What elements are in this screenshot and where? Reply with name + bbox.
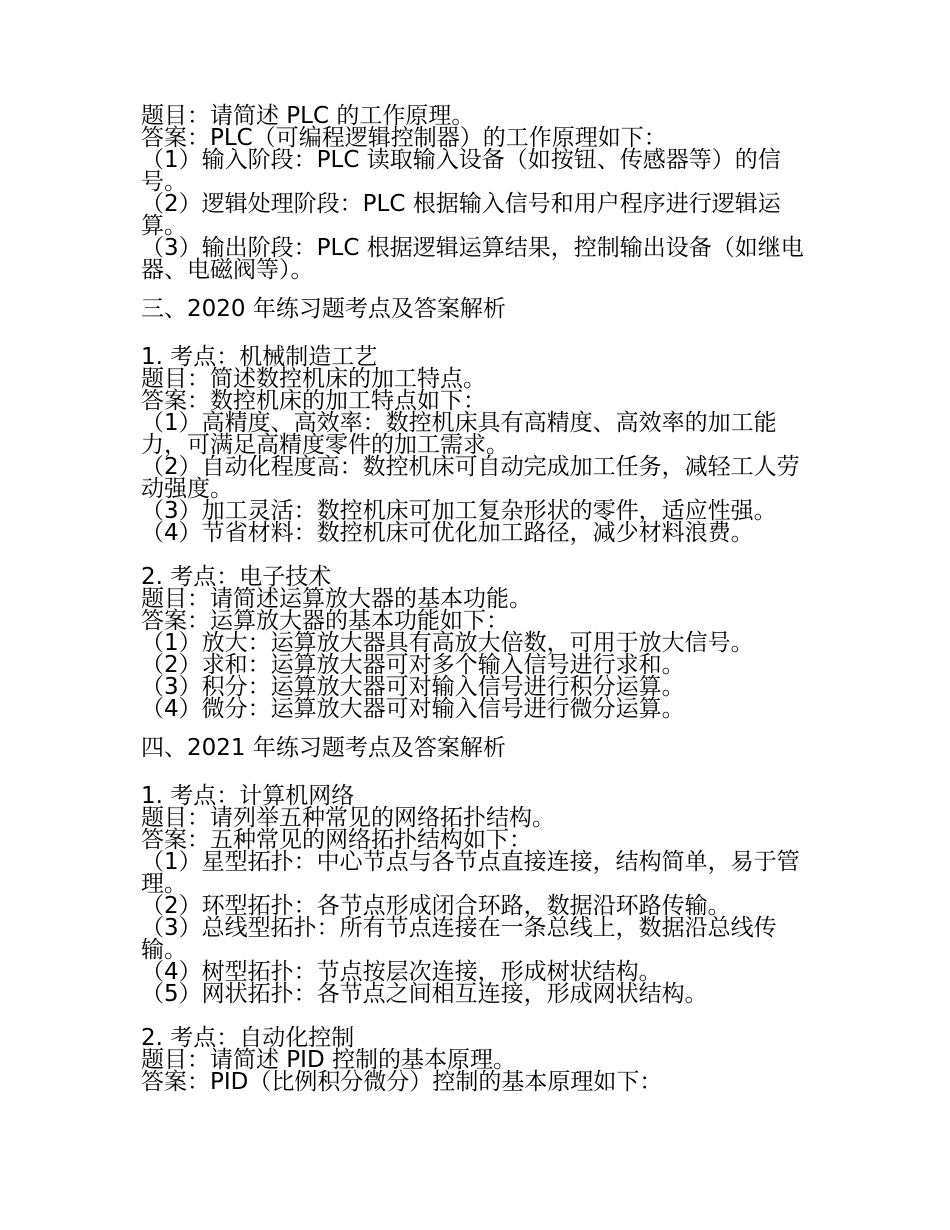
opamp-question-block — [141, 566, 806, 720]
answer-item: （3）总线型拓扑：所有节点连接在一条总线上，数据沿总线传输。 — [141, 915, 777, 963]
answer-item: （1）高精度、高效率：数控机床具有高精度、高效率的加工能力，可满足高精度零件的加工需求。 — [141, 410, 777, 458]
answer-item: （1）输入阶段：PLC 读取输入设备（如按钮、传感器等）的信号。 — [141, 147, 781, 195]
pid-question-block — [141, 1027, 806, 1093]
answer-line: 答案：PLC（可编程逻辑控制器）的工作原理如下： — [141, 125, 667, 151]
answer-item: （4）微分：运算放大器可对输入信号进行微分运算。 — [141, 696, 685, 722]
answer-line: 答案：PID（比例积分微分）控制的基本原理如下： — [141, 1069, 663, 1095]
answer-item: （2）求和：运算放大器可对多个输入信号进行求和。 — [141, 652, 685, 678]
question-line: 题目：请列举五种常见的网络拓扑结构。 — [141, 805, 555, 831]
answer-item: （3）积分：运算放大器可对输入信号进行积分运算。 — [141, 674, 685, 700]
document-page — [141, 105, 806, 1093]
answer-item: （1）放大：运算放大器具有高放大倍数，可用于放大信号。 — [141, 630, 754, 656]
answer-item: （1）星型拓扑：中心节点与各节点直接连接，结构简单，易于管理。 — [141, 849, 800, 897]
topic-line: 2. 考点：电子技术 — [141, 564, 332, 590]
answer-item: （2）逻辑处理阶段：PLC 根据输入信号和用户程序进行逻辑运算。 — [141, 191, 781, 239]
question-line: 题目：简述数控机床的加工特点。 — [141, 366, 486, 392]
question-line: 题目：请简述 PLC 的工作原理。 — [141, 103, 475, 129]
cnc-question-block — [141, 346, 806, 544]
answer-item: （2）环型拓扑：各节点形成闭合环路，数据沿环路传输。 — [141, 893, 731, 919]
topic-line: 1. 考点：计算机网络 — [141, 783, 355, 809]
answer-item: （3）加工灵活：数控机床可加工复杂形状的零件，适应性强。 — [141, 498, 777, 524]
answer-item: （5）网状拓扑：各节点之间相互连接，形成网状结构。 — [141, 981, 708, 1007]
question-line: 题目：请简述运算放大器的基本功能。 — [141, 586, 532, 612]
question-line: 题目：请简述 PID 控制的基本原理。 — [141, 1047, 516, 1073]
answer-item: （3）输出阶段：PLC 根据逻辑运算结果，控制输出设备（如继电器、电磁阀等）。 — [141, 235, 804, 283]
network-question-block — [141, 785, 806, 1005]
topic-line: 2. 考点：自动化控制 — [141, 1025, 355, 1051]
answer-item: （4）节省材料：数控机床可优化加工路径，减少材料浪费。 — [141, 520, 754, 546]
plc-answer-block — [141, 105, 806, 281]
answer-line: 答案：运算放大器的基本功能如下： — [141, 608, 509, 634]
answer-line: 答案：五种常见的网络拓扑结构如下： — [141, 827, 532, 853]
answer-line: 答案：数控机床的加工特点如下： — [141, 388, 486, 414]
answer-item: （2）自动化程度高：数控机床可自动完成加工任务，减轻工人劳动强度。 — [141, 454, 800, 502]
topic-line: 1. 考点：机械制造工艺 — [141, 344, 378, 370]
section-heading-2021: 四、2021 年练习题考点及答案解析 — [141, 735, 506, 761]
section-heading-2020: 三、2020 年练习题考点及答案解析 — [141, 296, 506, 322]
answer-item: （4）树型拓扑：节点按层次连接，形成树状结构。 — [141, 959, 662, 985]
